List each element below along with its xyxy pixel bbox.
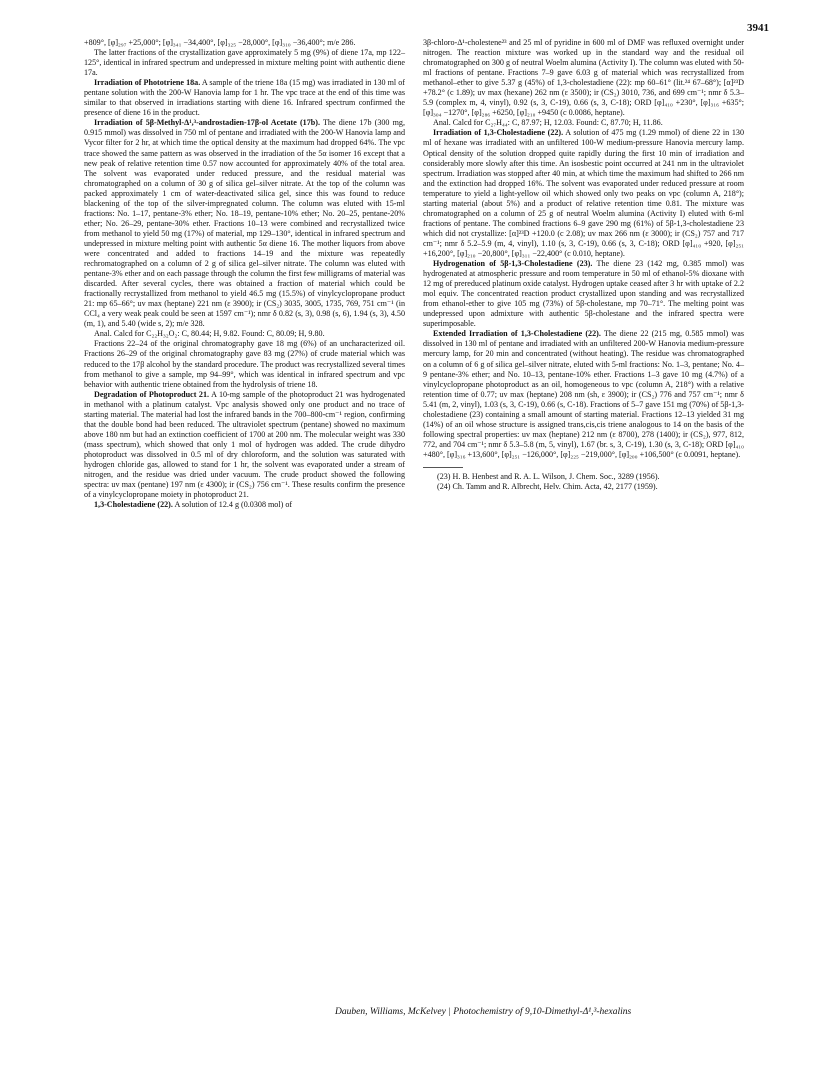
footer-authors: Dauben, Williams, McKelvey <box>335 1007 446 1017</box>
footer-separator: | <box>445 1007 454 1017</box>
page-number: 3941 <box>747 22 769 34</box>
paragraph: Irradiation of 5β-Methyl-Δ¹,³-androstadien-17β-ol Acetate (17b). The diene 17b (300 mg, 0.915 mmol) was dissolved in 750 ml of pentane and irradiated with the 200-W Hanovia lamp and Vycor filter for 2 hr, at which time the optical density at the maximum had dropped 64%. The vpc trace showed the same pattern as was observed in the irradiation of the 5α isomer 16 except that a new peak of relative retention time 0.57 now accounted for approximately 40% of the total area. The solvent was evaporated under reduced pressure, and the residual material was chromatographed on a column of 30 g of silica gel–silver nitrate. At the top of the column was packed approximately 1 cm of water-deactivated silica gel, since this was found to reduce blackening of the top of the silver-impregnated column. The column was eluted with 15-ml fractions: No. 1–17, pentane-3% ether; No. 18–19, pentane-10% ether; No. 20–25, pentane-20% ether; No. 26–29, pentane-30% ether. Fractions 10–13 were combined and recrystallized twice from methanol to yield 50 mg (17%) of material, mp 129–130°, identical in infrared spectrum and undepressed in mixture melting point with authentic 5α diene 16. The mother liquors from above were concentrated and added to fractions 14–19 and the mixture was repeatedly rechromatographed on a column of 2 g of silica gel–silver nitrate. The column was eluted with pentane-3% ether and on each passage through the column the first few milligrams of material was discarded. After several cycles, there was obtained a fraction of material which could be fractionally recrystallized from methanol to yield 46.5 mg (15.5%) of vinylcyclopropane product 21: mp 65–66°; uv max (heptane) 221 nm (ε 3900); ir (CS₂) 3035, 3005, 1735, 769, 751 cm⁻¹ (in CCl₄ a very weak peak could be seen at 1597 cm⁻¹); nmr δ 0.82 (s, 3), 0.98 (s, 6), 1.94 (s, 3), 4.50 (m, 1), and 5.40 (wide s, 2); m/e 328. <box>84 118 405 329</box>
paragraph: Anal. Calcd for C₂₂H₃₂O₂: C, 80.44; H, 9.82. Found: C, 80.09; H, 9.80. <box>94 329 325 339</box>
right-column <box>423 38 744 510</box>
paragraph: Irradiation of Phototriene 18a. A sample of the triene 18a (15 mg) was irradiated in 130 ml of pentane solution with the 200-W Hanovia lamp for 1 hr. The vpc trace at the end of this time was similar to that observed in irradiations starting with diene 16. Infrared spectrum confirmed the presence of diene 16 in the product. <box>84 78 405 118</box>
paragraph: 1,3-Cholestadiene (22). A solution of 12.4 g (0.0308 mol) of <box>94 500 293 510</box>
references <box>423 472 744 492</box>
paragraph: Extended Irradiation of 1,3-Cholestadiene (22). The diene 22 (215 mg, 0.585 mmol) was dissolved in 130 ml of pentane and irradiated with an unfiltered 200-W Hanovia medium-pressure mercury lamp, for 20 min and concentrated (without heating). The residue was chromatographed on a column of 6 g of silica gel–silver nitrate, eluted with 5-ml fractions: No. 1–3, pentane; No. 4–9 pentane-3% ether; and No. 10–13, pentane-10% ether. Fractions 1–3 gave 10 mg (4.7%) of a vinylcyclopropane photoproduct as an oil, homogeneous to vpc (column A, 218°) with a relative retention time of 0.77; uv max (heptane) 208 nm (sh, ε 3900); ir (CS₂) 776 and 757 cm⁻¹; nmr δ 5.41 (m, 2, vinyl), 1.03 (s, 3, C-19), 0.66 (s, C-18). Fractions of 5–7 gave 151 mg (70%) of 5β-1,3-cholestadiene (23) containing a small amount of starting material. Fractions 12–13 yielded 31 mg (14%) of an oil whose structure is assigned trans,cis,cis triene analogous to 14 on the basis of the following spectral properties: uv max (heptane) 212 nm (ε 8700), 278 (1400); ir (CS₂), 977, 812, 772, and 704 cm⁻¹; nmr δ 5.3–5.8 (m, 5, vinyl), 1.67 (br. s, 3, C-19), 1.30 (s, 3, C-18); ORD [φ]₄₁₀ +480°, [φ]₃₁₆ +13,600°, [φ]₂₅₁ −126,000°, [φ]₂₂₅ −219,000°, [φ]₂₀₀ +106,500° (c 0.0091, heptane). <box>423 329 745 459</box>
paragraph: Fractions 22–24 of the original chromatography gave 18 mg (6%) of an uncharacterized oil. Fractions 26–29 of the original chromatography gave 83 mg (27%) of crude material which was reduced to the 17β alcohol by the standard procedure. The product was recrystallized several times from methanol to give a sample, mp 94–99°, which was identical in infrared spectrum and vpc behavior with authentic triene obtained from the hydrolysis of triene 18. <box>84 339 405 389</box>
reference-item: (24) Ch. Tamm and R. Albrecht, Helv. Chim. Acta, 42, 2177 (1959). <box>437 482 658 492</box>
running-footer <box>335 1007 631 1017</box>
paragraph: Degradation of Photoproduct 21. A 10-mg sample of the photoproduct 21 was hydrogenated in methanol with a platinum catalyst. Vpc analysis showed only one product and no trace of starting material. The material had lost the infrared bands in the 700–800-cm⁻¹ region, confirming that the double bond had been reduced. The ultraviolet spectrum (pentane) showed no maximum above 180 nm but had an extinction coefficient of 1700 at 200 nm. The molecular weight was 330 (mass spectrum), which showed that only 1 mol of hydrogen was added. The crude dihydro photoproduct was dissolved in 0.5 ml of dry chloroform, and the solution was saturated with hydrogen chloride gas, allowed to stand for 1 hr, the solvent was evaporated under a stream of nitrogen, and the residue was dried under vacuum. The crude product showed the following spectra: uv max (pentane) 197 nm (ε 4300); ir (CS₂) 756 cm⁻¹. These results confirm the presence of a vinylcyclopropane moiety in photoproduct 21. <box>84 389 405 500</box>
references-rule <box>423 467 463 468</box>
paragraph: Anal. Calcd for C₂₇H₄₄: C, 87.97; H, 12.03. Found: C, 87.70; H, 11.86. <box>433 118 663 128</box>
reference-item: (23) H. B. Henbest and R. A. L. Wilson, J. Chem. Soc., 3289 (1956). <box>437 471 660 481</box>
article-body <box>84 38 744 510</box>
paragraph: Irradiation of 1,3-Cholestadiene (22). A solution of 475 mg (1.29 mmol) of diene 22 in 130 ml of hexane was irradiated with an unfiltered 100-W medium-pressure Hanovia mercury lamp. Optical density of the solution dropped quite rapidly during the first 10 min of irradiation and considerably more slowly after this time. An isosbestic point occurred at 241 nm in the ultraviolet spectrum. Irradiation was stopped after 40 min, at which time the maximum had shifted to 266 nm and the extinction had dropped 16%. The solvent was evaporated under reduced pressure at room temperature to yield a light-yellow oil which showed only two peaks on vpc (column A, 218°); starting material (about 5%) and a product of relative retention time 0.81. The mixture was chromatographed on a column of 25 g of neutral Woelm alumina (Activity I) eluted with 6-ml fractions of pentane. The combined fractions 6–9 gave 290 mg (61%) of 5β-1,3-cholestadiene 23 which did not crystallize: [α]²³D +120.0 (c 2.08); uv max 266 nm (ε 3000); ir (CS₂) 757 and 717 cm⁻¹; nmr δ 5.2–5.9 (m, 4, vinyl), 1.10 (s, 3, C-19), 0.66 (s, 3, C-18); ORD [φ]₄₁₀ +920, [φ]₂₅₁ +16,200°, [φ]₂₁₀ −20,800°, [φ]₃₁₁ −22,400° (c 0.010, heptane). <box>423 128 744 258</box>
paragraph: +809°, [φ]₂₉₇ +25,000°; [φ]₃₄₁ −34,400°, [φ]₃₂₅ −28,000°, [φ]₃₁₀ −36,400°; m/e 286. <box>84 38 356 47</box>
paragraph: 3β-chloro-Δ¹-cholestene²³ and 25 ml of pyridine in 600 ml of DMF was refluxed overnight under nitrogen. The reaction mixture was worked up in the standard way and the residual oil chromatographed on 300 g of neutral Woelm alumina (Activity I). The column was eluted with 50-ml fractions of pentane. Fractions 7–9 gave 6.03 g of material which was recrystallized from methanol–ether to give 5.37 g (45%) of 1,3-cholestadiene (22): mp 60–61° (lit.²⁴ 67–68°); [α]²³D +78.2° (c 1.89); uv max (hexane) 262 nm (ε 3500); ir (CS₂) 3010, 736, and 699 cm⁻¹; nmr δ 5.3–5.9 (complex m, 4, vinyl), 0.92 (s, 3, C-19), 0.66 (s, 3, C-18); ORD [φ]₄₁₀ +230°, [φ]₃₁₆ +635°; [φ]₃₀₄ −1270°, [φ]₂₈₆ +6250, [φ]₂₁₀ +9450 (c 0.0086, heptane). <box>423 38 744 118</box>
left-column <box>84 38 405 510</box>
paragraph: Hydrogenation of 5β-1,3-Cholestadiene (23). The diene 23 (142 mg, 0.385 mmol) was hydrogenated at atmospheric pressure and room temperature in 50 ml of ethanol-5% dioxane with 12 mg of prereduced platinum oxide catalyst. Hydrogen uptake ceased after 3 hr with uptake of 2.2 mol equiv. The concentrated reaction product crystallized upon standing and was recrystallized from ethanol-ether to give 105 mg (73%) of 5β-cholestane, mp 70–71°. The melting point was undepressed upon admixture with authentic 5β-cholestane and the infrared spectra were superimposable. <box>423 259 745 329</box>
footer-title: Photochemistry of 9,10-Dimethyl-Δ¹,³-hexalins <box>453 1007 632 1017</box>
paragraph: The latter fractions of the crystallization gave approximately 5 mg (9%) of diene 17a, mp 122–125°, identical in infrared spectrum and undepressed in mixture melting point with authentic diene 17a. <box>84 48 405 78</box>
